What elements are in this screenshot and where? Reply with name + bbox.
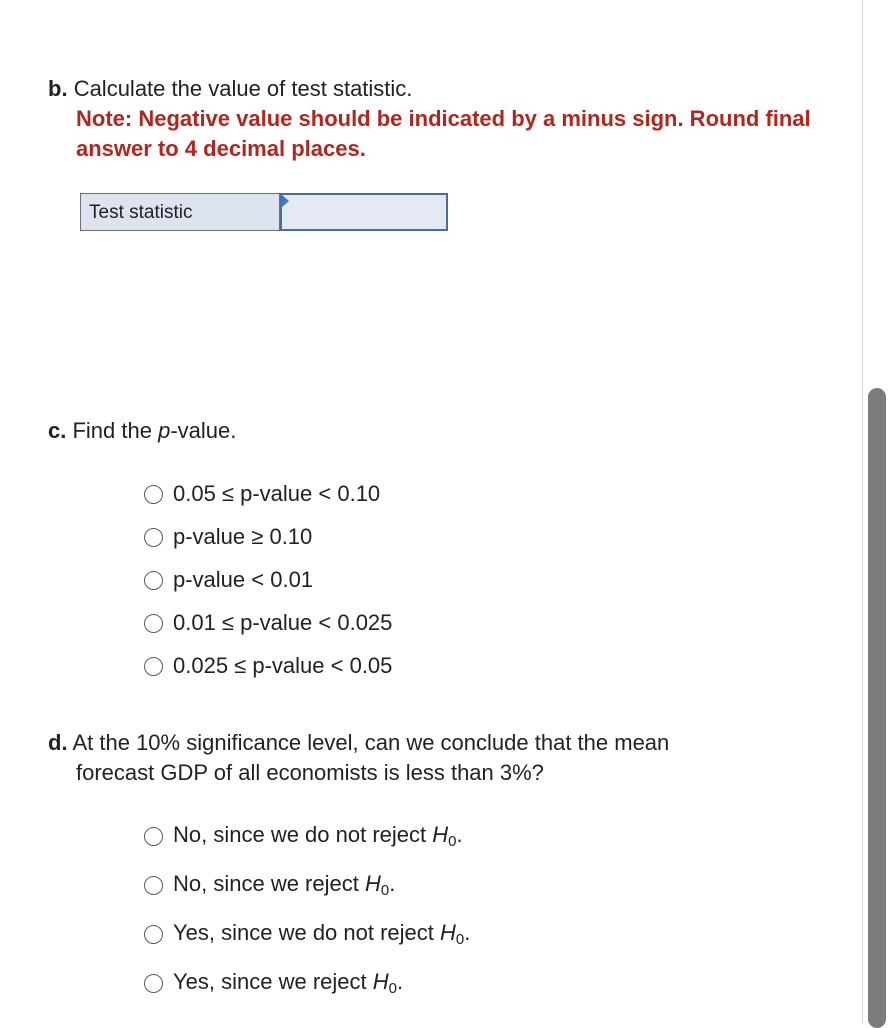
h-subscript: 0 (448, 833, 457, 850)
pvalue-option-label: p-value ≥ 0.10 (173, 524, 313, 549)
h-subscript: 0 (388, 980, 397, 997)
part-c-letter: c. (48, 418, 67, 443)
conclusion-option-label (173, 920, 470, 948)
radio-button[interactable] (144, 614, 163, 633)
radio-button[interactable] (144, 974, 163, 993)
h-subscript: 0 (380, 882, 390, 899)
part-c-text-before: Find the (72, 418, 159, 443)
pvalue-option-label: 0.05 ≤ p-value < 0.10 (173, 481, 381, 506)
pvalue-option-4[interactable] (144, 610, 392, 636)
test-statistic-label: Test statistic (80, 193, 280, 231)
option-end: . (464, 920, 471, 945)
radio-button[interactable] (144, 876, 163, 895)
part-d-line1: At the 10% significance level, can we conclude that the mean (72, 730, 670, 755)
test-statistic-input[interactable] (282, 195, 446, 229)
option-text: No, since we do not reject (173, 822, 433, 847)
h-symbol: H (372, 969, 389, 994)
cell-marker-icon (282, 195, 289, 207)
conclusion-option-label (173, 871, 395, 899)
conclusion-option-label (173, 969, 403, 997)
radio-button[interactable] (144, 528, 163, 547)
part-b-prompt (48, 74, 412, 104)
pvalue-option-label: p-value < 0.01 (173, 567, 314, 592)
part-d-line2: forecast GDP of all economists is less than 3%? (76, 760, 544, 785)
part-b-text: Calculate the value of test statistic. (73, 76, 413, 101)
pvalue-option-label: 0.025 ≤ p-value < 0.05 (173, 653, 393, 678)
h-symbol: H (440, 920, 456, 945)
part-b-note: Note: Negative value should be indicated by a minus sign. Round final answer to 4 decimal places. (76, 106, 811, 161)
h-symbol: H (432, 822, 449, 847)
radio-button[interactable] (144, 485, 163, 504)
pvalue-option-1[interactable] (144, 481, 380, 507)
option-end: . (389, 871, 396, 896)
part-c-text-after: -value. (170, 418, 237, 443)
test-statistic-table (80, 193, 450, 233)
option-text: Yes, since we reject (173, 969, 373, 994)
test-statistic-field[interactable] (280, 193, 448, 231)
pvalue-option-2[interactable] (144, 524, 312, 550)
scrollbar-thumb[interactable] (868, 388, 886, 1028)
radio-button[interactable] (144, 827, 163, 846)
pvalue-option-3[interactable] (144, 567, 313, 593)
part-b-letter: b. (48, 76, 68, 101)
conclusion-option-2[interactable] (144, 871, 395, 899)
option-text: Yes, since we do not reject (173, 920, 441, 945)
option-end: . (456, 822, 463, 847)
option-text: No, since we reject (173, 871, 365, 896)
part-c-p: p (158, 418, 171, 443)
part-c-prompt (48, 416, 236, 446)
part-d-letter: d. (48, 730, 68, 755)
pvalue-option-label: 0.01 ≤ p-value < 0.025 (173, 610, 393, 635)
conclusion-option-label (173, 822, 463, 850)
pvalue-option-5[interactable] (144, 653, 392, 679)
conclusion-option-4[interactable] (144, 969, 403, 997)
conclusion-option-1[interactable] (144, 822, 463, 850)
h-symbol: H (364, 871, 381, 896)
h-subscript: 0 (455, 931, 465, 948)
option-end: . (396, 969, 404, 994)
conclusion-option-3[interactable] (144, 920, 470, 948)
part-d-prompt (48, 728, 669, 788)
radio-button[interactable] (144, 925, 163, 944)
radio-button[interactable] (144, 571, 163, 590)
radio-button[interactable] (144, 657, 163, 676)
